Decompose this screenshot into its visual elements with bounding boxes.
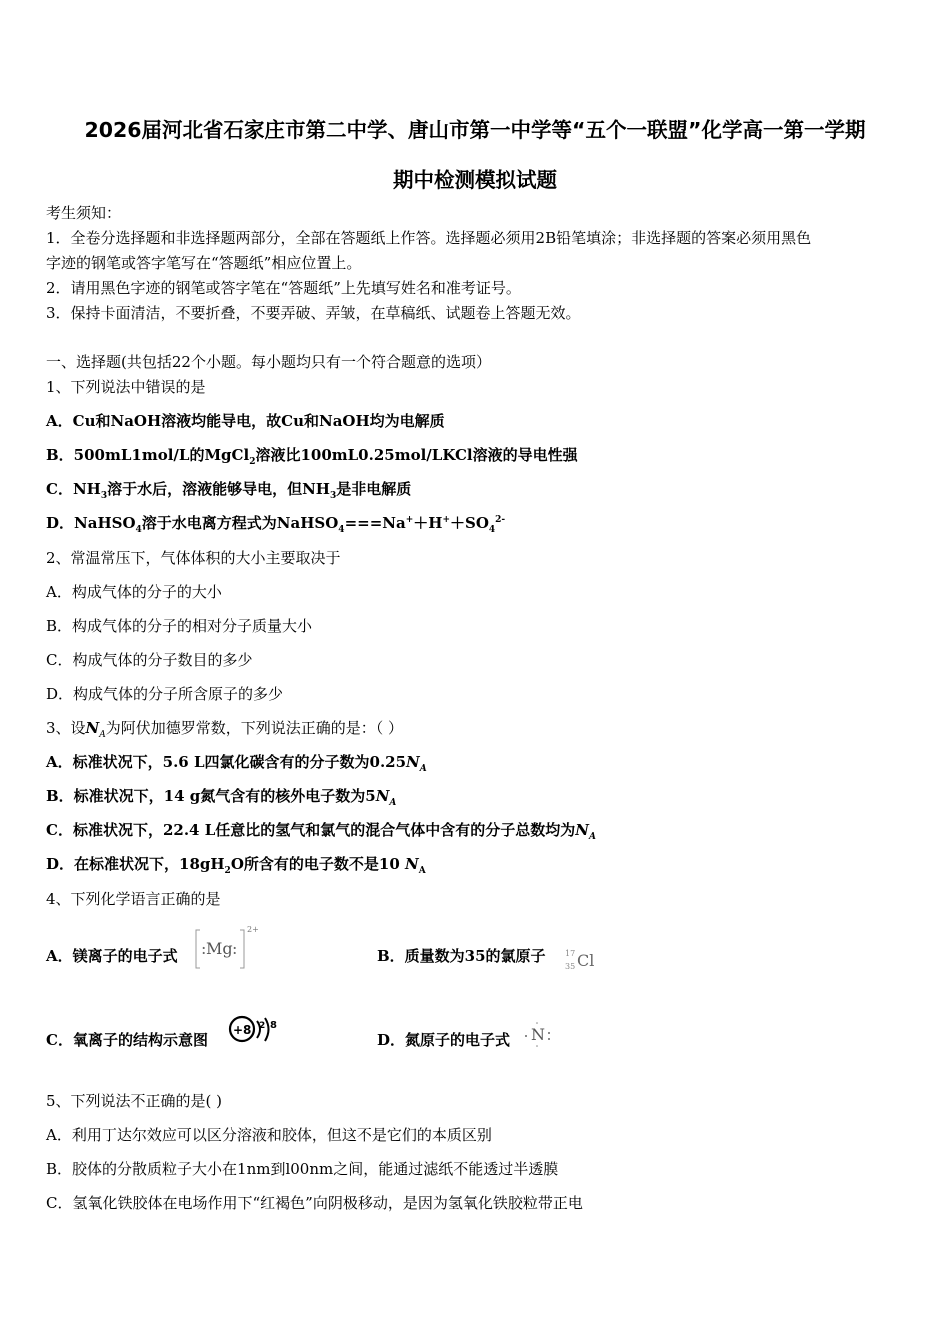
q3-option-c: C．标准状况下，22.4 L任意比的氢气和氯气的混合气体中含有的分子总数均为$N_A$ (46, 821, 596, 842)
cl-upper-number: 17 (565, 949, 576, 958)
q1-option-b: B．500mL1mol/L的MgCl$_2$溶液比100mL0.25mol/LKCl溶液的导电性强 (46, 446, 578, 467)
q1-option-c: C．$NH_3$溶于水后，溶液能够导电，但$NH_3$是非电解质 (46, 480, 412, 501)
q5-option-a: A．利用丁达尔效应可以区分溶液和胶体，但这不是它们的本质区别 (46, 1126, 492, 1144)
q5-option-c: C．氢氧化铁胶体在电场作用下“红褐色”向阴极移动，是因为氢氧化铁胶粒带正电 (46, 1194, 583, 1212)
nucleus-charge: +8 (233, 1023, 252, 1037)
q4-option-b: B．质量数为35的氯原子 (377, 947, 546, 965)
q2-option-a: A．构成气体的分子的大小 (46, 583, 222, 601)
notice-item-3: 3．保持卡面清洁，不要折叠，不要弄破、弄皱，在草稿纸、试题卷上答题无效。 (46, 304, 581, 322)
q3-option-d: D．在标准状况下，$18gH_2O$所含有的电子数不是10 $N_A$ (46, 855, 426, 876)
q3-option-a: A．标准状况下，5.6 L四氯化碳含有的分子数为$0.25N_A$ (46, 753, 427, 774)
shell-1-count: 2 (259, 1021, 266, 1031)
svg-text::: : (232, 939, 238, 958)
q5-option-b: B．胶体的分散质粒子大小在1nm到l00nm之间，能通过滤纸不能透过半透膜 (46, 1160, 559, 1178)
cl-lower-number: 35 (565, 962, 576, 971)
q2-option-d: D．构成气体的分子所含原子的多少 (46, 685, 284, 703)
q4-stem: 4、下列化学语言正确的是 (46, 890, 221, 908)
q1-stem: 1、下列说法中错误的是 (46, 378, 206, 396)
notice-item-1-cont: 字迹的钢笔或答字笔写在“答题纸”相应位置上。 (46, 254, 362, 272)
svg-text::: : (201, 939, 207, 958)
nitrogen-electron-dot-figure (522, 1018, 562, 1050)
mg-symbol: Mg (206, 939, 233, 958)
notice-item-1: 1．全卷分选择题和非选择题两部分，全部在答题纸上作答。选择题必须用2B铅笔填涂；非选择题的答案必须用黑色 (46, 229, 812, 247)
notice-heading: 考生须知： (46, 204, 122, 222)
magnesium-ion-electron-dot-figure (192, 922, 264, 972)
cl-nuclide-svg (564, 942, 604, 972)
q2-option-b: B．构成气体的分子的相对分子质量大小 (46, 617, 313, 635)
exam-title-line2: 期中检测模拟试题 (393, 168, 557, 192)
notice-item-2: 2．请用黑色字迹的钢笔或答字笔在“答题纸”上先填写姓名和准考证号。 (46, 279, 521, 297)
nitrogen-dot-svg (522, 1018, 562, 1050)
q2-option-c: C．构成气体的分子数目的多少 (46, 651, 253, 669)
oxygen-structure-svg (226, 1014, 288, 1050)
nitrogen-symbol: N (531, 1025, 545, 1044)
section-heading: 一、选择题(共包括22个小题。每小题均只有一个符合题意的选项） (46, 353, 491, 371)
exam-title-line1: 2026届河北省石家庄市第二中学、唐山市第一中学等“五个一联盟”化学高一第一学期 (84, 118, 866, 142)
chlorine-nuclide-figure (564, 942, 604, 972)
q2-stem: 2、常温常压下，气体体积的大小主要取决于 (46, 549, 341, 567)
shell-2-count: 8 (270, 1020, 277, 1031)
cl-symbol: Cl (577, 951, 595, 970)
oxygen-ion-structure-figure (226, 1014, 288, 1050)
q1-option-a: A．Cu和NaOH溶液均能导电，故Cu和NaOH均为电解质 (46, 412, 445, 430)
q4-option-d: D．氮原子的电子式 (377, 1031, 511, 1049)
q1-option-d: D．NaHSO$_4$溶于水电离方程式为$NaHSO_4===Na^++H^++SO_4^{2-}$ (46, 514, 506, 535)
q4-option-a: A．镁离子的电子式 (46, 947, 178, 965)
q5-stem: 5、下列说法不正确的是( ) (46, 1092, 223, 1110)
mg-charge: 2+ (247, 925, 259, 934)
q3-option-b: B．标准状况下，14 g氮气含有的核外电子数为$5N_A$ (46, 787, 397, 808)
q3-stem: 3、设$N_A$为阿伏加德罗常数，下列说法正确的是：（ ） (46, 719, 404, 740)
mg-bracket-svg (192, 922, 264, 972)
q4-option-c: C．氧离子的结构示意图 (46, 1031, 208, 1049)
